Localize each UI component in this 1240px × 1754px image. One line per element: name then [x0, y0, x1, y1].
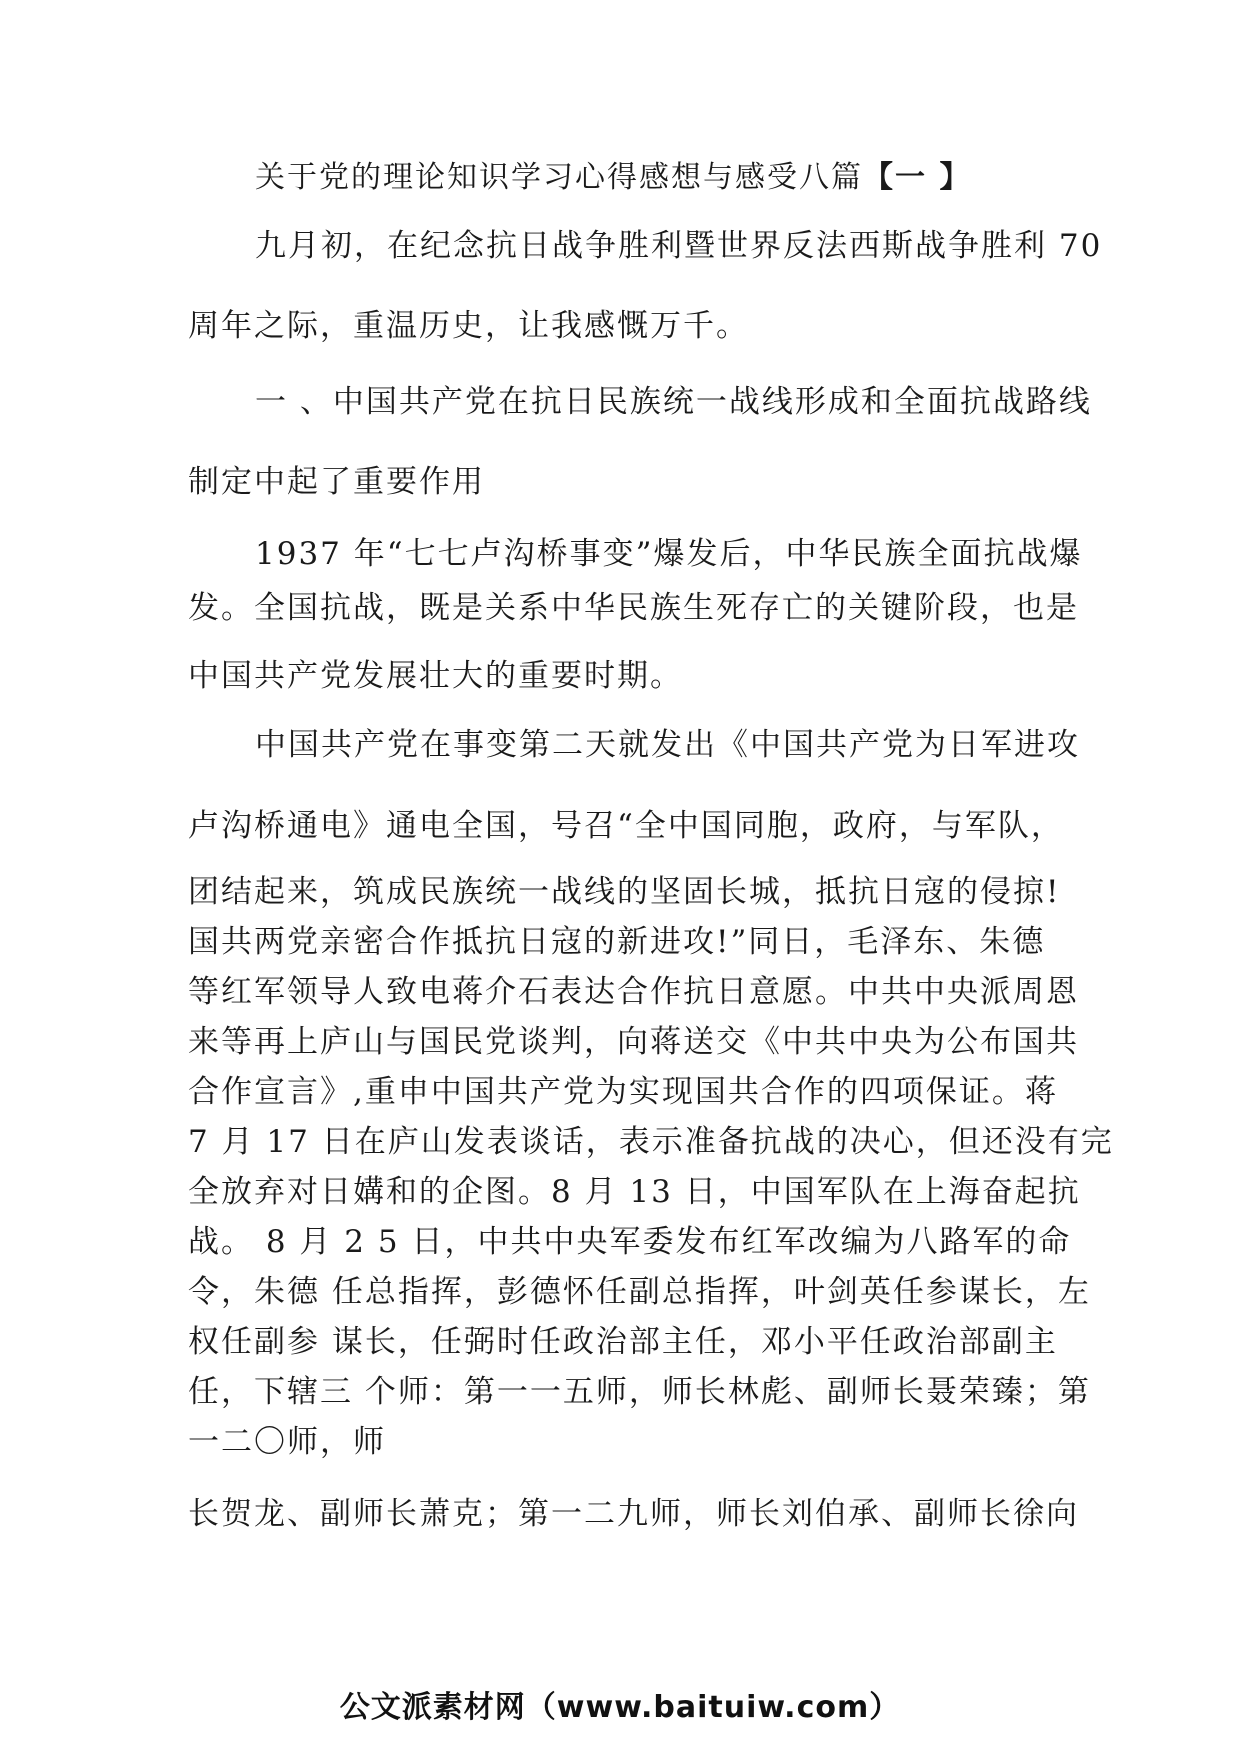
title-text: 关于党的理论知识学习心得感想与感受八篇 — [255, 160, 863, 195]
paragraph-line: 中国共产党发展壮大的重要时期。 — [188, 658, 683, 694]
paragraph-line: 7 月 17 日在庐山发表谈话，表示准备抗战的决心，但还没有完 — [188, 1124, 1114, 1160]
paragraph-line: 1937 年“七七卢沟桥事变”爆发后，中华民族全面抗战爆 — [255, 536, 1083, 572]
paragraph-line: 长贺龙、副师长萧克；第一二九师，师长刘伯承、副师长徐向 — [188, 1496, 1079, 1532]
paragraph-line: 合作宣言》,重申中国共产党为实现国共合作的四项保证。蒋 — [188, 1074, 1058, 1110]
paragraph-line: 中国共产党在事变第二天就发出《中国共产党为日军进攻 — [255, 727, 1080, 763]
paragraph-line: 全放弃对日媾和的企图。8 月 13 日，中国军队在上海奋起抗 — [188, 1174, 1081, 1210]
paragraph-line: 任，下辖三 个师：第一一五师，师长林彪、副师长聂荣臻；第 — [188, 1374, 1091, 1410]
paragraph-line: 卢沟桥通电》通电全国，号召“全中国同胞，政府，与军队， — [188, 808, 1064, 844]
document-title — [255, 158, 971, 198]
paragraph-line: 一二〇师，师 — [188, 1424, 386, 1460]
paragraph-line: 等红军领导人致电蒋介石表达合作抗日意愿。中共中央派周恩 — [188, 974, 1079, 1010]
footer-site-link[interactable]: 公文派素材网（www.baituiw.com） — [339, 1690, 901, 1725]
paragraph-line: 来等再上庐山与国民党谈判，向蒋送交《中共中央为公布国共 — [188, 1024, 1079, 1060]
section-heading-line: 制定中起了重要作用 — [188, 464, 485, 500]
section-heading-line: 一 、中国共产党在抗日民族统一战线形成和全面抗战路线 — [255, 384, 1092, 420]
paragraph-line: 权任副参 谋长，任弼时任政治部主任，邓小平任政治部副主 — [188, 1324, 1058, 1360]
paragraph-line: 国共两党亲密合作抵抗日寇的新进攻!”同日，毛泽东、朱德 — [188, 924, 1046, 960]
paragraph-line: 周年之际，重温历史，让我感慨万千。 — [188, 308, 749, 344]
paragraph-line: 令，朱德 任总指挥，彭德怀任副总指挥，叶剑英任参谋长，左 — [188, 1274, 1091, 1310]
paragraph-line: 团结起来，筑成民族统一战线的坚固长城，抵抗日寇的侵掠! — [188, 874, 1061, 910]
paragraph-line: 九月初，在纪念抗日战争胜利暨世界反法西斯战争胜利 70 — [255, 228, 1103, 264]
title-marker: 【一 】 — [863, 160, 972, 195]
paragraph-line: 战。 8 月 2 5 日，中共中央军委发布红军改编为八路军的命 — [188, 1224, 1072, 1260]
paragraph-line: 发。全国抗战，既是关系中华民族生死存亡的关键阶段，也是 — [188, 590, 1079, 626]
